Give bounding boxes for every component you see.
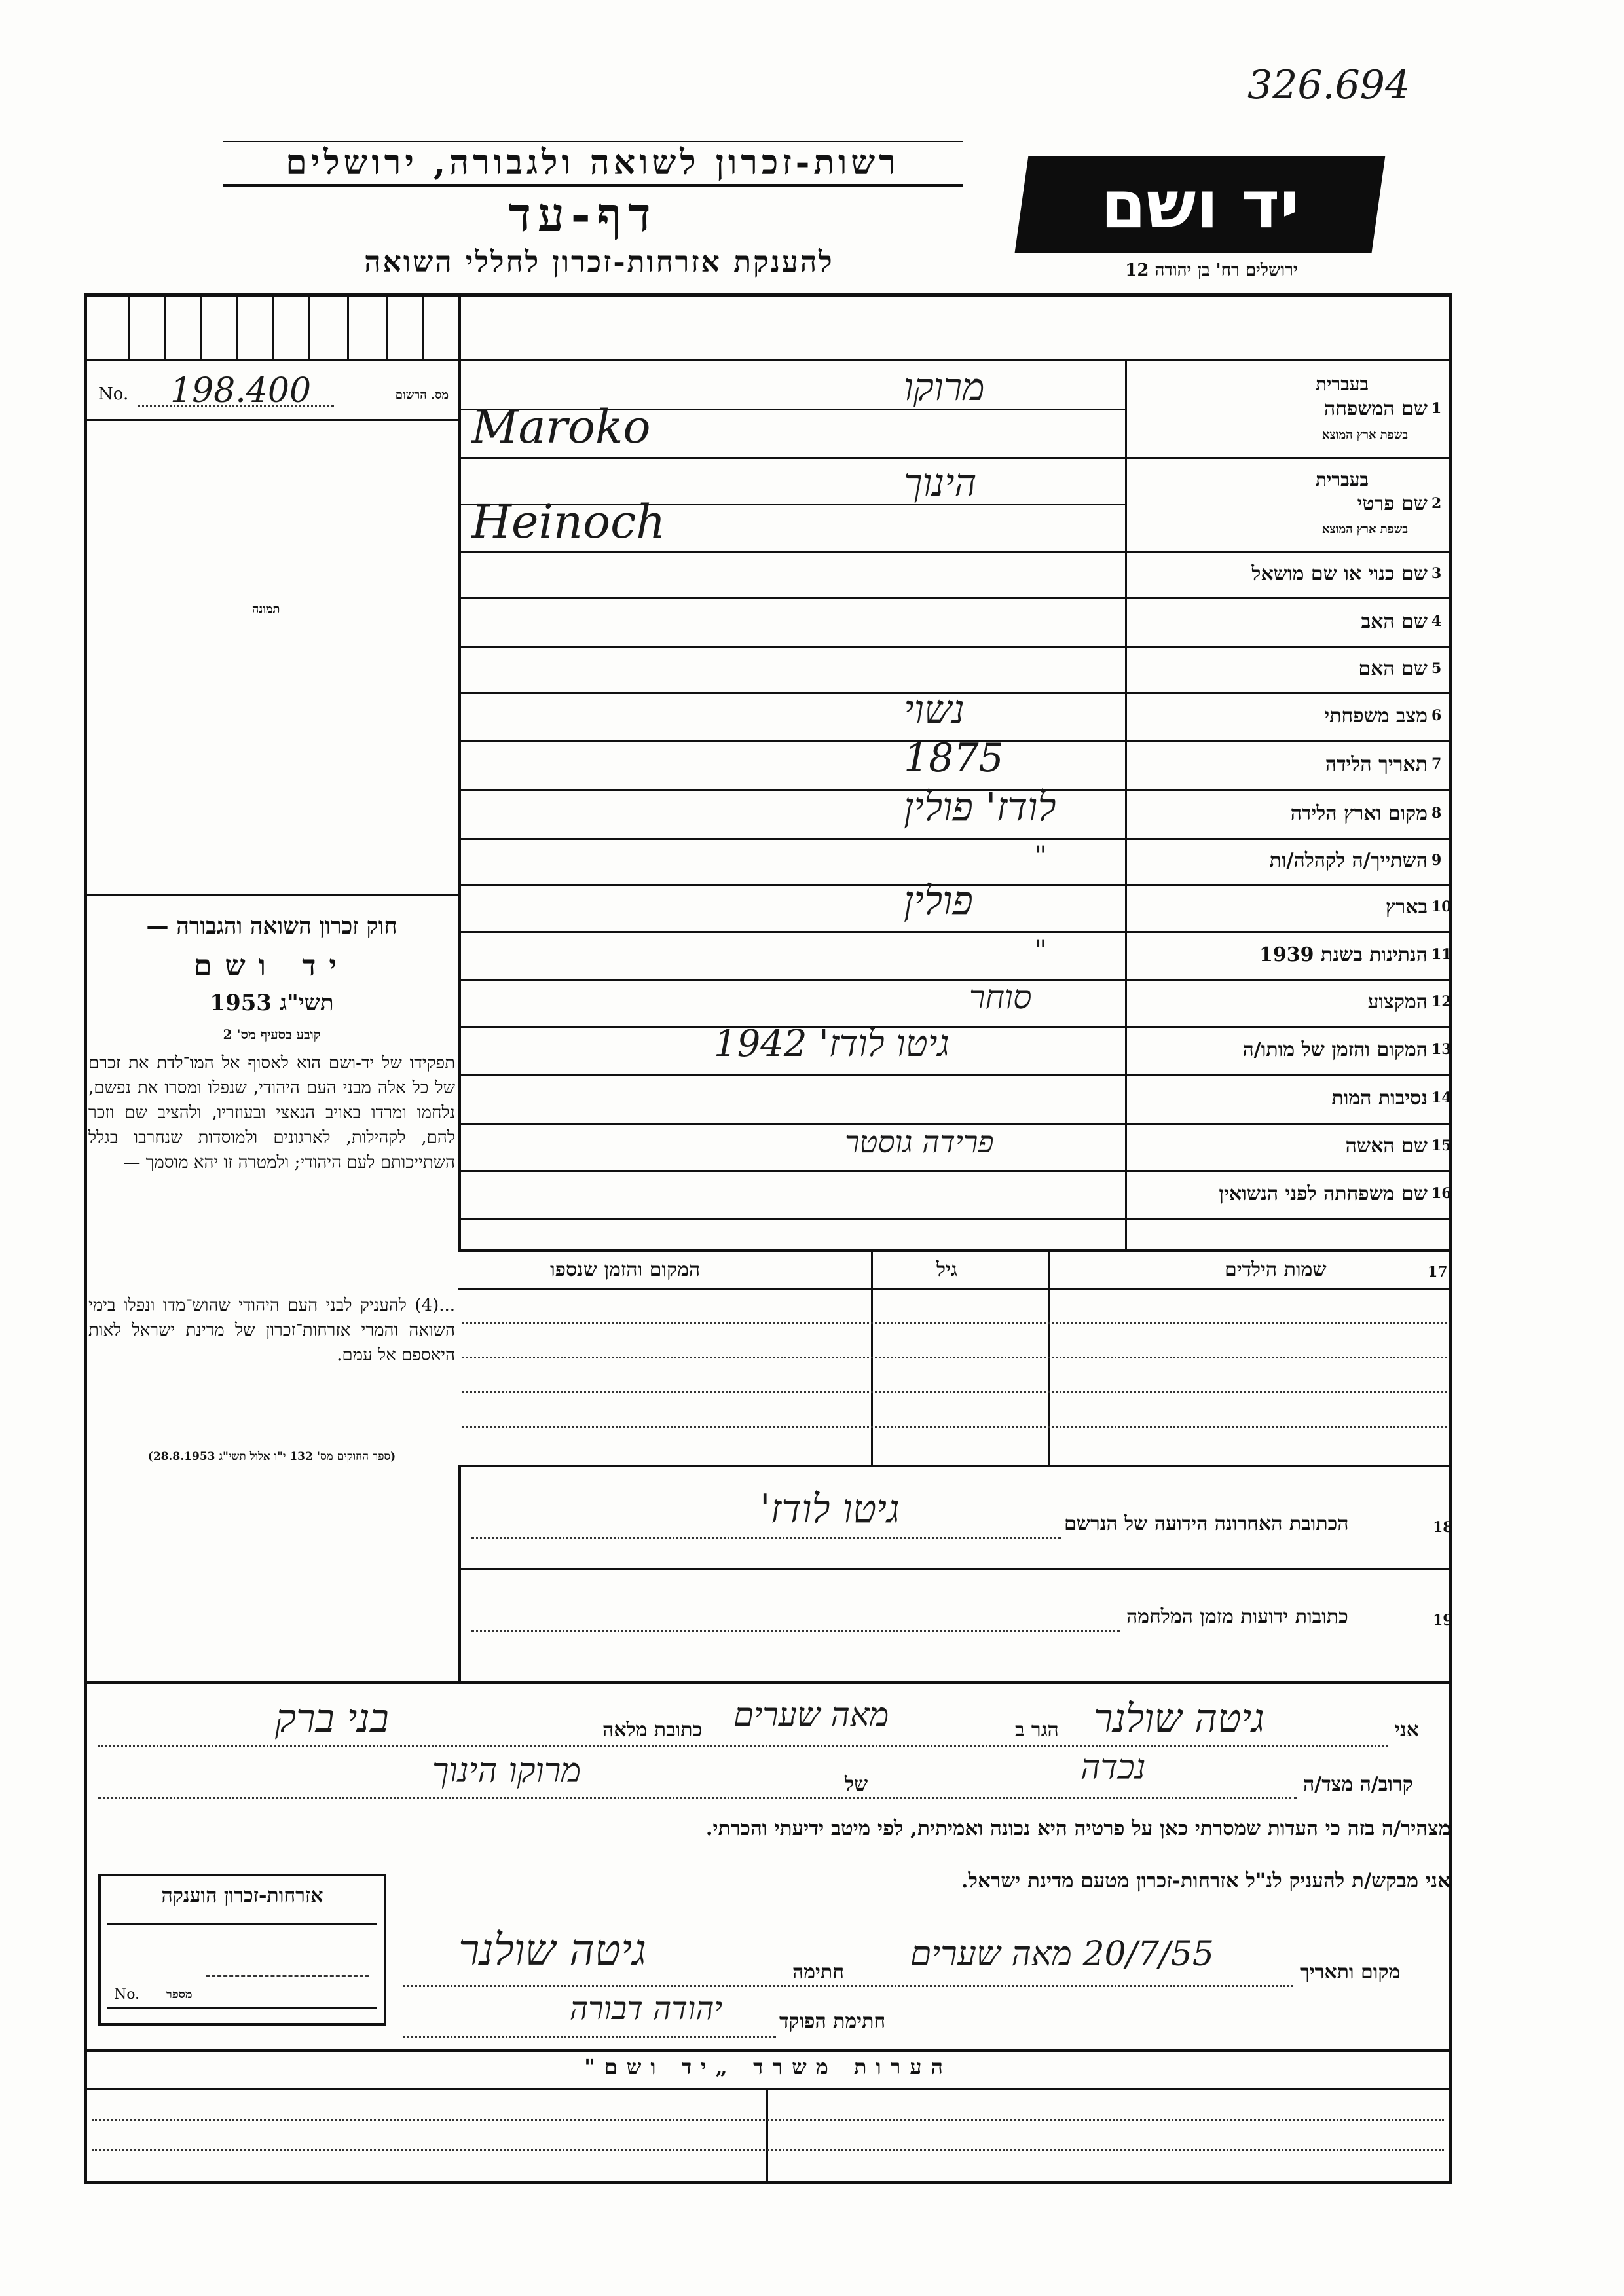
field-7-label: תאריך הלידה [1325,752,1428,776]
logo-text: יד ושם [1101,166,1299,243]
field-3-number: 3 [1431,565,1442,582]
children-names-header: שמות הילדים [1225,1258,1327,1281]
field-1-value-latin: Maroko [471,400,651,454]
field-12-number: 12 [1431,993,1452,1010]
field-6-label: מצב משפחתי [1324,704,1428,727]
organization-line: רשות-זכרון לשואה ולגבורה, ירושלים [223,141,963,187]
field-5-label: שם האם [1358,657,1428,680]
field-1-sub-hebrew: בעברית [1315,373,1369,395]
field-11-label: הנתינות בשנת 1939 [1259,943,1428,966]
children-field-number: 17 [1428,1264,1448,1281]
field-10-number: 10 [1431,898,1452,915]
citizenship-no-he: מספר [166,1988,193,2001]
field-2-label: שם פרטי [1357,492,1428,515]
field-1-number: 1 [1431,400,1442,417]
field-7-value: 1875 [904,735,1004,781]
field-19-number: 19 [1433,1612,1453,1629]
field-13-value: גיטו לודז' 1942 [714,1022,950,1065]
citizenship-granted-box [98,1874,386,2026]
field-6-value: נשוי [904,686,965,733]
registration-label: מס. הרשום [395,388,449,402]
field-11-value: " [1035,935,1047,966]
field-18-value: גיטו לודז' [760,1486,900,1532]
decl-place-date: 20/7/55 מאה שערים [910,1935,1214,1974]
field-9-label: השתייך/ה לקהלה/ות [1269,849,1428,872]
field-13-label: המקום והזמן של מותו/ה [1242,1038,1428,1061]
field-15-number: 15 [1431,1137,1452,1154]
field-14-number: 14 [1431,1089,1452,1106]
field-8-value: לודז' פולין [904,784,1056,830]
form-title: דף-עד [508,187,657,242]
field-2-value-latin: Heinoch [471,495,666,549]
field-10-value: פולין [904,878,973,924]
law-citation: (ספר החוקים מס' 132 י"ו אלול תשי"ג 28.8.1953) [147,1450,396,1463]
field-9-value: " [1035,841,1047,871]
field-2-sub-hebrew: בעברית [1315,469,1369,490]
field-12-value: סוחר [969,977,1032,1016]
decl-signature: גיטה שולנר [458,1925,646,1975]
children-age-header: גיל [936,1258,957,1281]
law-paragraph-1: תפקידו של יד-ושם הוא לאסוף אל המו־לדת את זכרם של כל אלה מבני העם היהודי, שנפלו ומסרו את נפשם, נלחמו ומרדו באויב הנאצי ובעוזריו, ולהציב שם וזכר להם, לקהילות, לארגונים ולמוסדות שנחרבו בגלל השתייכותם לעם היהודי; ולמטרה זו יהא מוסמך — [88,1053,455,1173]
field-14-label: נסיבות המות [1331,1086,1428,1110]
decl-relation: נכדה [1080,1748,1146,1787]
citizenship-box-title: אזרחות-זכרון הוענקה [161,1884,323,1907]
children-place-header: המקום והזמן שנספו [550,1258,701,1281]
decl-signature-label: חתימה [792,1961,844,1984]
field-8-number: 8 [1431,804,1442,822]
decl-i-label: אני [1395,1719,1419,1741]
yad-vashem-logo [1015,156,1386,253]
law-paragraph-2: ...(4) להעניק לבני העם היהודי שהוש־מדו ונפלו בימי השואה והמרי אזרחות־זכרון של מדינת ישראל לאות היאספם אל עמם. [88,1296,455,1365]
field-13-number: 13 [1431,1040,1452,1058]
field-18-label: הכתובת האחרונה הידועה של הנרשם [1064,1512,1349,1535]
field-4-label: שם האב [1361,610,1428,633]
law-year: תשי"ג 1953 [210,990,334,1016]
field-1-value-hebrew: מרוקו [904,365,985,409]
decl-of-label: של [845,1773,868,1796]
decl-witness-name: גיטה שולנר [1094,1696,1264,1741]
office-notes-title: הערות משרד „יד ושם" [584,2054,952,2079]
field-16-number: 16 [1431,1184,1452,1202]
law-title: חוק זכרון השואה והגבורה — [146,913,397,939]
field-11-number: 11 [1431,945,1452,963]
field-19-label: כתובות ידועות מזמן המלחמה [1126,1605,1348,1628]
decl-resides-label: הגר ב [1015,1719,1059,1741]
field-2-value-hebrew: הינוך [904,460,977,505]
decl-address: בני ברק [275,1696,389,1741]
field-1-sub-origin: בשפת ארץ המוצא [1321,428,1408,442]
field-2-sub-origin: בשפת ארץ המוצא [1321,522,1408,536]
registration-number-row [98,371,449,416]
decl-place-date-label: מקום ותאריך [1300,1961,1401,1984]
field-15-label: שם האשה [1345,1135,1428,1157]
registration-no-label: No. [98,384,129,404]
form-subtitle: להענקת אזרחות-זכרון לחללי השואה [364,246,834,279]
decl-clerk-label: חתימת הפוקד [779,2010,886,2033]
law-clause: קובע בסעיף מס' 2 [223,1027,321,1042]
field-10-label: בארץ [1385,896,1428,919]
logo-address: ירושלים רח' בן יהודה 12 [1125,261,1298,280]
field-2-number: 2 [1431,495,1442,512]
field-12-label: המקצוע [1367,991,1428,1013]
field-8-label: מקום וארץ הלידה [1290,801,1428,825]
field-15-value: פרידה גוסטר [845,1123,994,1159]
decl-address-label: כתובת מלאה [602,1719,703,1741]
field-1-label: שם המשפחה [1323,397,1428,420]
decl-clerk-signature: יהודה דבורה [570,1990,723,2027]
archive-number: 326.694 [1247,62,1411,108]
decl-request: אני מבקש/ת להעניק לנ"ל אזרחות-זכרון מטעם מדינת ישראל. [961,1869,1450,1893]
decl-statement: מצהיר/ה בזה כי העדות שמסרתי כאן על פרטיה היא נכונה ואמיתית, לפי מיטב ידיעתי והכרתי. [705,1817,1450,1840]
field-4-number: 4 [1431,612,1442,630]
field-5-number: 5 [1431,660,1442,677]
field-6-number: 6 [1431,706,1442,724]
citizenship-no-label: No. [114,1986,140,2003]
field-7-number: 7 [1431,755,1442,773]
decl-city: מאה שערים [733,1696,889,1734]
registration-number: 198.400 [170,371,312,410]
law-name: יד ושם [194,949,350,983]
decl-relation-label: קרוב/ה מצד/ה [1303,1773,1413,1796]
photo-label: תמונה [252,602,280,616]
field-9-number: 9 [1431,852,1442,869]
field-3-label: שם כנוי או שם מושאל [1251,562,1428,585]
field-16-label: שם משפחתה לפני הנשואין [1219,1182,1428,1205]
field-18-number: 18 [1433,1519,1453,1536]
decl-of-name: מרוקו הינוך [432,1751,581,1791]
